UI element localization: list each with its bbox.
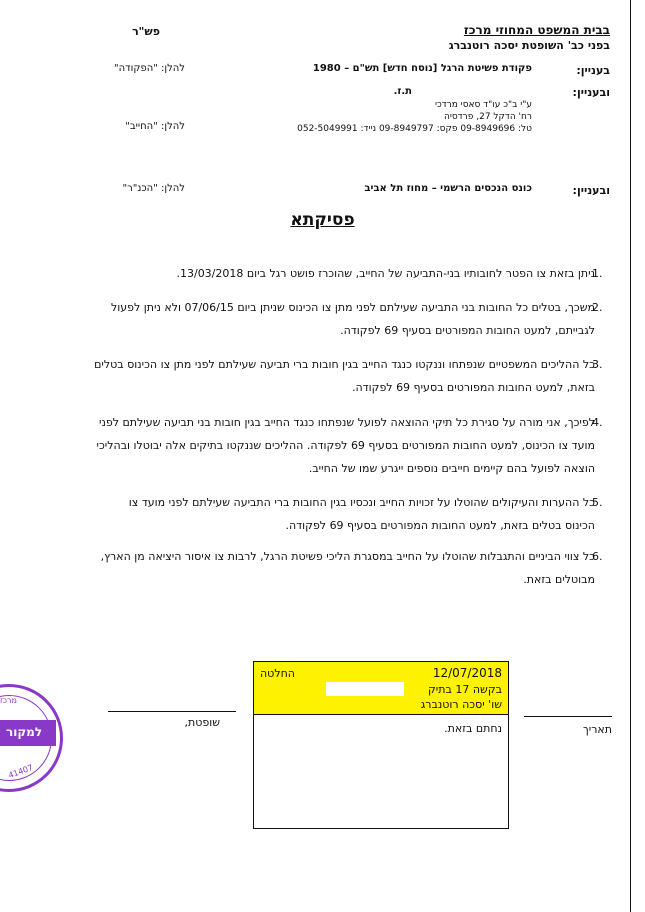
decision-date: 12/07/2018 xyxy=(432,666,502,680)
signed-text: נחתם בזאת. xyxy=(444,722,502,735)
paragraph-number: 5. xyxy=(592,496,603,509)
court-stamp xyxy=(0,684,63,792)
paragraph-4 xyxy=(40,411,595,480)
paragraph-line: לפיכך, אני מורה על סגירת כל תיקי ההוצאה לפועל שנפתחו כנגד החייב בגין חובות בני תביעה שעילתם לפני xyxy=(98,416,595,429)
decision-judge: שו' יסכה רוטנברג xyxy=(420,698,502,711)
role-ordinance: להלן: "הפקודה" xyxy=(114,63,185,74)
debtor-phones: טל: 09-8949696 פקס: 09-8949797 נייד: 052-5049991 xyxy=(297,124,532,134)
page-edge-line xyxy=(630,0,631,912)
court-name: בבית המשפט המחוזי מרכז xyxy=(463,23,610,37)
paragraph-line: ניתן בזאת צו הפטר לחובותיו בני-התביעה של החייב, שהוכרז פושט רגל ביום 13/03/2018. xyxy=(176,267,595,280)
judge-signature-line xyxy=(108,711,236,712)
stamp-bottom-text: 41407 xyxy=(7,762,35,781)
ordinance-title: פקודת פשיטת הרגל [נוסח חדש] תש"ם – 1980 xyxy=(312,63,532,74)
decision-box xyxy=(253,661,509,829)
date-line xyxy=(524,716,612,717)
matter-label-2: ובעניין: xyxy=(572,86,610,99)
official-receiver: כונס הנכסים הרשמי – מחוז תל אביב xyxy=(364,183,532,194)
stamp-band xyxy=(0,720,56,746)
paragraph-line: כל ההליכים המשפטיים שנפתחו וננקטו כנגד החייב בגין חובות ברי תביעה שעילתם לפני מתן צו הכינוס בטלים xyxy=(94,358,595,371)
stamp-band-text: למקור xyxy=(6,725,43,739)
role-receiver: להלן: "הכנ"ר" xyxy=(122,183,185,194)
redacted-case-number xyxy=(326,682,404,696)
debtor-representative: ע"י ב"כ עו"ד סאסי מרדכי xyxy=(434,100,532,110)
case-code: פש"ר xyxy=(132,25,160,38)
matter-label-1: בעניין: xyxy=(576,64,610,77)
paragraph-line: הוצאה לפועל בהם קיימים חייבים נוספים ייגרע שמו של החייב. xyxy=(308,462,595,475)
judge-signature-label: שופטת, xyxy=(184,716,220,729)
paragraph-5 xyxy=(40,491,595,537)
paragraph-line: בזאת, למעט החובות המפורטים בסעיף 69 לפקודה. xyxy=(351,381,595,394)
paragraph-2 xyxy=(40,296,595,342)
stamp-top-text: מרכז xyxy=(0,696,17,705)
decision-label: החלטה xyxy=(260,667,295,680)
paragraph-number: 2. xyxy=(592,301,603,314)
paragraph-6 xyxy=(40,545,595,591)
paragraph-line: משכך, בטלים כל החובות בני התביעה שעילתם לפני מתן צו הכינוס שניתן ביום 07/06/15 ולא ניתן לפעול xyxy=(111,301,595,314)
judge-line: בפני כב' השופטת יסכה רוטנברג xyxy=(448,39,610,52)
paragraph-line: כל צווי הביניים והתגבלות שהוטלו על החייב במסגרת הליכי פשיטת הרגל, לרבות צו איסור היציאה מן הארץ, xyxy=(100,550,595,563)
decision-request: בקשה 17 בתיק xyxy=(428,683,502,696)
decision-body xyxy=(254,714,508,829)
matter-label-3: ובעניין: xyxy=(572,184,610,197)
paragraph-line: מועד צו הכינוס, למעט החובות המפורטים בסעיף 69 לפקודה. ההליכים שננקטו בתיקים אלה יבוטלו ובהליכי xyxy=(96,439,595,452)
paragraph-line: הכינוס בטלים בזאת, למעט החובות המפורטים בסעיף 69 לפקודה. xyxy=(285,519,595,532)
paragraph-number: 6. xyxy=(592,550,603,563)
role-debtor: להלן: "החייב" xyxy=(125,121,185,132)
decision-highlight xyxy=(254,662,508,714)
paragraph-line: לגבייתם, למעט החובות המפורטים בסעיף 69 לפקודה. xyxy=(340,324,595,337)
paragraph-1 xyxy=(40,262,595,285)
document-title: פסיקתא xyxy=(290,210,355,230)
paragraph-number: 4. xyxy=(592,416,603,429)
paragraph-line: מבוטלים בזאת. xyxy=(523,573,595,586)
paragraph-number: 3. xyxy=(592,358,603,371)
debtor-address: רח' הדקל 27, פרדסיה xyxy=(444,112,532,122)
paragraph-number: 1. xyxy=(592,267,603,280)
paragraph-3 xyxy=(40,353,595,399)
date-label: תאריך xyxy=(582,723,612,736)
paragraph-line: כל ההערות והעיקולים שהוטלו על זכויות החייב ונכסיו בגין החובות ברי התביעה שעילתם לפני מועד צו xyxy=(128,496,595,509)
debtor-name: ת.ז. xyxy=(393,86,412,97)
